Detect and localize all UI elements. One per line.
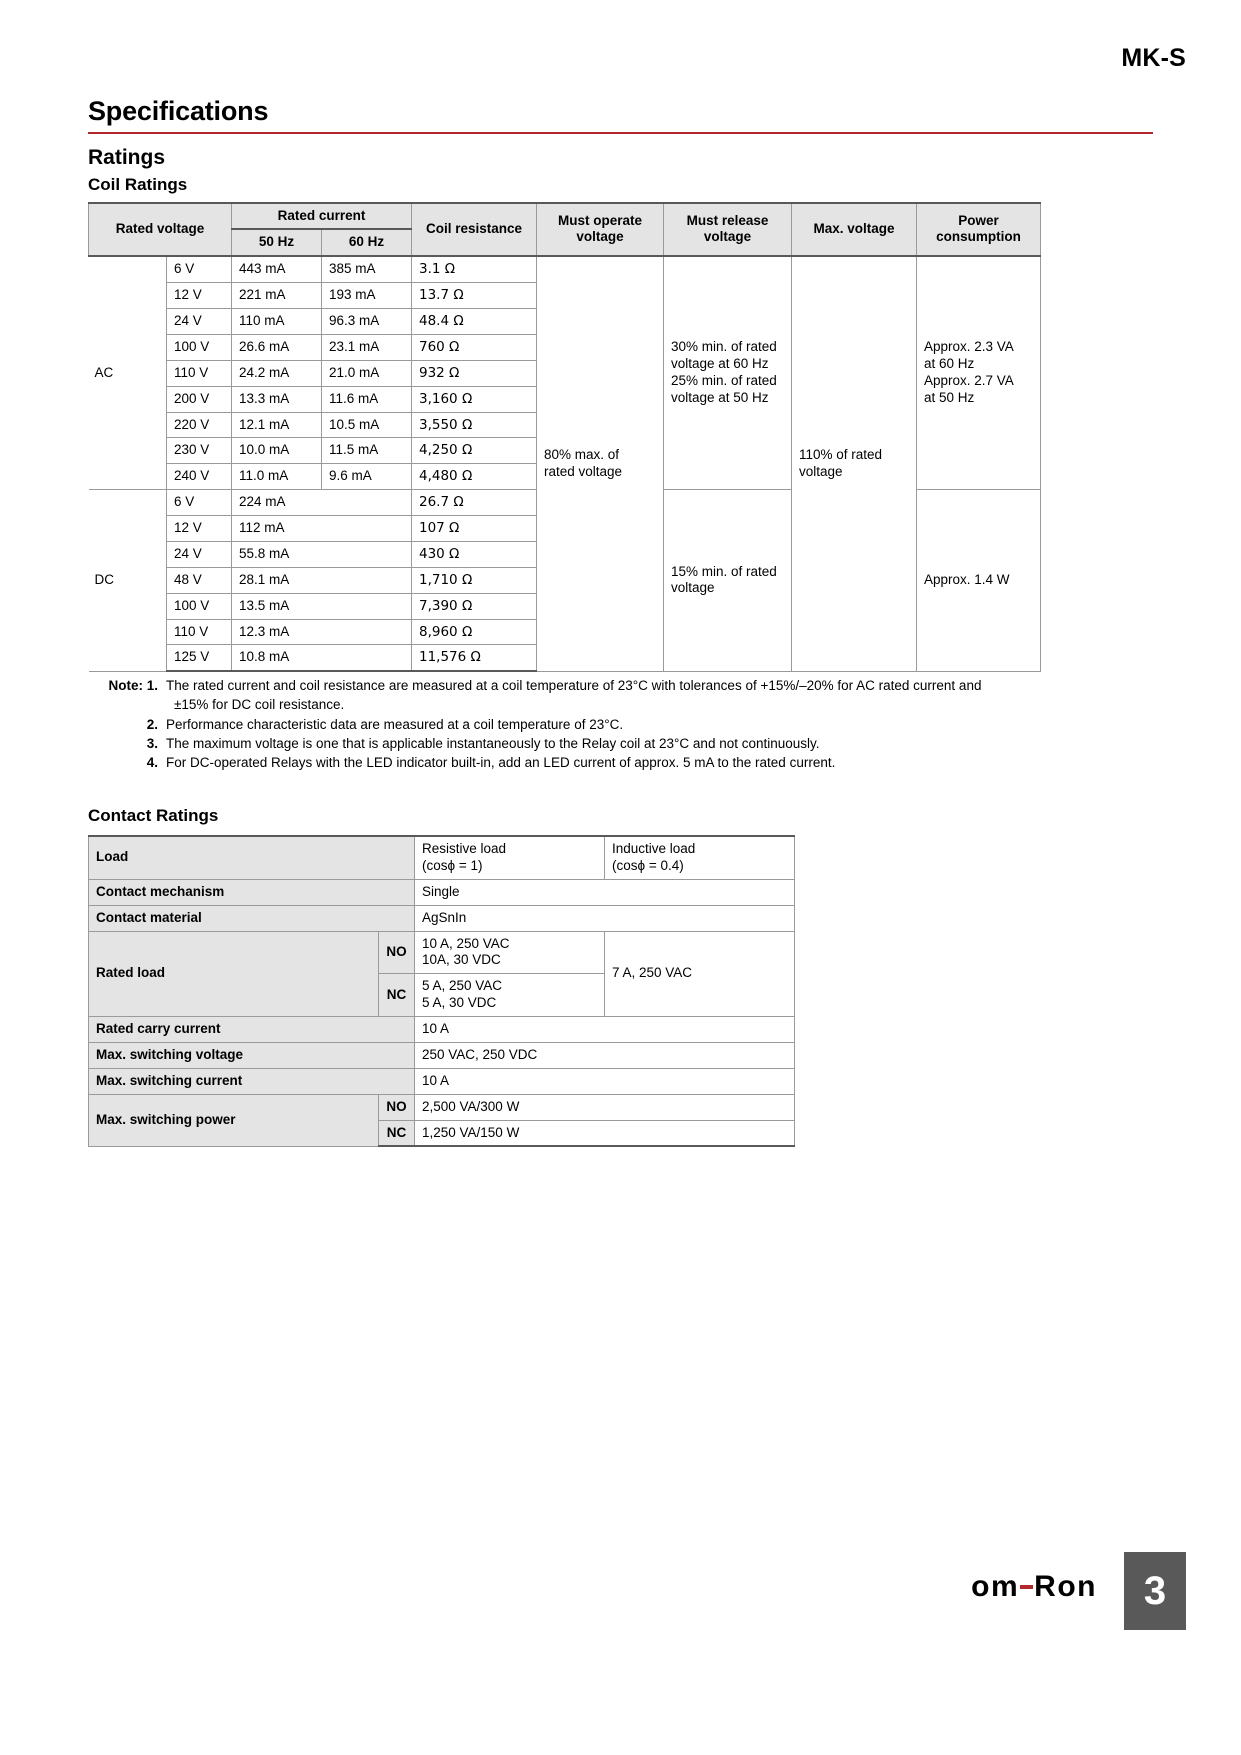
cell-voltage: 24 V xyxy=(167,309,232,335)
col-must-release-voltage: Must release voltage xyxy=(664,203,792,257)
row-label-max-switching-power: Max. switching power xyxy=(89,1094,379,1146)
omron-logo xyxy=(971,1570,1097,1604)
cell-current-50hz: 10.0 mA xyxy=(232,438,322,464)
col-60hz: 60 Hz xyxy=(322,229,412,256)
table-row xyxy=(89,1017,795,1043)
cell-must-release-voltage-dc: 15% min. of rated voltage xyxy=(664,490,792,672)
cell-voltage: 240 V xyxy=(167,464,232,490)
cell-current-60hz: 23.1 mA xyxy=(322,334,412,360)
cell-contact-mechanism: Single xyxy=(415,879,795,905)
note-lead: 4. xyxy=(146,754,158,770)
cell-resistance: 8,960 Ω xyxy=(412,619,537,645)
cell-voltage: 110 V xyxy=(167,360,232,386)
cell-power-consumption-ac: Approx. 2.3 VA at 60 Hz Approx. 2.7 VA at 50 Hz xyxy=(917,256,1041,489)
note-lead: 2. xyxy=(146,716,158,732)
col-50hz: 50 Hz xyxy=(232,229,322,256)
coil-table-head xyxy=(89,203,1041,257)
ratings-heading: Ratings xyxy=(88,145,166,169)
cell-current-60hz: 10.5 mA xyxy=(322,412,412,438)
cell-rated-load-nc: 5 A, 250 VAC 5 A, 30 VDC xyxy=(415,974,605,1017)
table-row xyxy=(89,256,1041,282)
cell-resistance: 26.7 Ω xyxy=(412,490,537,516)
cell-rated-load-no: 10 A, 250 VAC 10A, 30 VDC xyxy=(415,931,605,974)
cell-current: 12.3 mA xyxy=(232,619,412,645)
cell-resistance: 760 Ω xyxy=(412,334,537,360)
cell-voltage: 6 V xyxy=(167,256,232,282)
cell-resistance: 107 Ω xyxy=(412,516,537,542)
rated-load-nc-label: NC xyxy=(379,974,415,1017)
row-label-max-switching-voltage: Max. switching voltage xyxy=(89,1042,415,1068)
note-text: The rated current and coil resistance are measured at a coil temperature of 23°C with tolerances of +15%/–20% for AC rated current and xyxy=(166,678,982,694)
cell-current-60hz: 385 mA xyxy=(322,256,412,282)
cell-max-switching-current: 10 A xyxy=(415,1068,795,1094)
cell-contact-material: AgSnIn xyxy=(415,905,795,931)
note-continuation: ±15% for DC coil resistance. xyxy=(174,697,345,713)
page-title: Specifications xyxy=(88,96,269,126)
cell-resistance: 11,576 Ω xyxy=(412,645,537,671)
rated-load-no-label: NO xyxy=(379,931,415,974)
cell-voltage: 220 V xyxy=(167,412,232,438)
cell-current-50hz: 443 mA xyxy=(232,256,322,282)
note-item xyxy=(88,676,1153,695)
cell-resistance: 932 Ω xyxy=(412,360,537,386)
note-text: The maximum voltage is one that is applicable instantaneously to the Relay coil at 23°C and not continuously. xyxy=(166,735,820,751)
row-label-max-switching-current: Max. switching current xyxy=(89,1068,415,1094)
cell-voltage: 125 V xyxy=(167,645,232,671)
row-label-load: Load xyxy=(89,836,415,879)
table-row xyxy=(89,879,795,905)
note-lead: 3. xyxy=(146,735,158,751)
cell-current-50hz: 13.3 mA xyxy=(232,386,322,412)
omron-logo-text-2: Ron xyxy=(1034,1570,1097,1603)
cell-max-switching-power-nc: 1,250 VA/150 W xyxy=(415,1120,795,1146)
cell-resistance: 48.4 Ω xyxy=(412,309,537,335)
cell-current: 13.5 mA xyxy=(232,593,412,619)
table-row xyxy=(89,931,795,974)
cell-current-60hz: 11.6 mA xyxy=(322,386,412,412)
cell-current-60hz: 21.0 mA xyxy=(322,360,412,386)
table-row xyxy=(89,905,795,931)
cell-max-voltage: 110% of rated voltage xyxy=(792,256,917,671)
cell-must-operate-voltage: 80% max. of rated voltage xyxy=(537,256,664,671)
note-text: Performance characteristic data are measured at a coil temperature of 23°C. xyxy=(166,716,624,732)
cell-current: 112 mA xyxy=(232,516,412,542)
contact-ratings-heading: Contact Ratings xyxy=(88,806,219,826)
cell-current: 28.1 mA xyxy=(232,567,412,593)
cell-rated-load-inductive: 7 A, 250 VAC xyxy=(605,931,795,1017)
cell-power-consumption-dc: Approx. 1.4 W xyxy=(917,490,1041,672)
table-row xyxy=(89,1068,795,1094)
cell-current-50hz: 221 mA xyxy=(232,283,322,309)
cell-resistance: 3,160 Ω xyxy=(412,386,537,412)
omron-logo-text-1: om xyxy=(971,1570,1020,1603)
cell-current-60hz: 193 mA xyxy=(322,283,412,309)
cell-current: 224 mA xyxy=(232,490,412,516)
cell-current-50hz: 110 mA xyxy=(232,309,322,335)
col-rated-current: Rated current xyxy=(232,203,412,230)
cell-voltage: 110 V xyxy=(167,619,232,645)
cell-voltage: 12 V xyxy=(167,516,232,542)
cell-rated-carry-current: 10 A xyxy=(415,1017,795,1043)
max-switching-power-no-label: NO xyxy=(379,1094,415,1120)
cell-current-60hz: 11.5 mA xyxy=(322,438,412,464)
col-power-consumption: Power consumption xyxy=(917,203,1041,257)
cell-current: 55.8 mA xyxy=(232,541,412,567)
table-row xyxy=(89,1094,795,1120)
col-must-operate-voltage: Must operate voltage xyxy=(537,203,664,257)
row-label-rated-carry-current: Rated carry current xyxy=(89,1017,415,1043)
cell-resistance: 7,390 Ω xyxy=(412,593,537,619)
note-text: For DC-operated Relays with the LED indicator built-in, add an LED current of approx. 5 mA to the rated current. xyxy=(166,754,836,770)
ac-group-label: AC xyxy=(89,256,167,489)
col-max-voltage: Max. voltage xyxy=(792,203,917,257)
col-coil-resistance: Coil resistance xyxy=(412,203,537,257)
cell-resistance: 13.7 Ω xyxy=(412,283,537,309)
cell-voltage: 100 V xyxy=(167,593,232,619)
contact-ratings-table xyxy=(88,835,795,1147)
coil-ratings-heading: Coil Ratings xyxy=(88,174,188,194)
note-item xyxy=(88,715,1153,734)
cell-max-switching-voltage: 250 VAC, 250 VDC xyxy=(415,1042,795,1068)
cell-max-switching-power-no: 2,500 VA/300 W xyxy=(415,1094,795,1120)
note-lead: Note: 1. xyxy=(108,678,158,694)
cell-voltage: 230 V xyxy=(167,438,232,464)
cell-current-50hz: 12.1 mA xyxy=(232,412,322,438)
cell-current: 10.8 mA xyxy=(232,645,412,671)
cell-resistance: 430 Ω xyxy=(412,541,537,567)
table-row xyxy=(89,836,795,879)
contact-table-body xyxy=(89,836,795,1146)
max-switching-power-nc-label: NC xyxy=(379,1120,415,1146)
coil-ratings-table xyxy=(88,202,1041,673)
note-item xyxy=(88,734,1153,753)
cell-voltage: 200 V xyxy=(167,386,232,412)
omron-logo-dash xyxy=(1020,1585,1033,1589)
col-rated-voltage: Rated voltage xyxy=(89,203,232,257)
cell-must-release-voltage-ac: 30% min. of rated voltage at 60 Hz 25% min. of rated voltage at 50 Hz xyxy=(664,256,792,489)
title-divider xyxy=(88,132,1153,134)
cell-current-60hz: 96.3 mA xyxy=(322,309,412,335)
dc-group-label: DC xyxy=(89,490,167,672)
cell-current-60hz: 9.6 mA xyxy=(322,464,412,490)
coil-table-body xyxy=(89,256,1041,671)
product-name-header: MK-S xyxy=(1121,44,1186,72)
notes-block xyxy=(88,676,1153,772)
cell-voltage: 100 V xyxy=(167,334,232,360)
cell-resistance: 3.1 Ω xyxy=(412,256,537,282)
cell-resistive-load: Resistive load (cosϕ = 1) xyxy=(415,836,605,879)
cell-current-50hz: 24.2 mA xyxy=(232,360,322,386)
cell-voltage: 24 V xyxy=(167,541,232,567)
cell-current-50hz: 26.6 mA xyxy=(232,334,322,360)
cell-resistance: 4,480 Ω xyxy=(412,464,537,490)
page-number: 3 xyxy=(1124,1552,1186,1630)
cell-current-50hz: 11.0 mA xyxy=(232,464,322,490)
table-row xyxy=(89,1042,795,1068)
cell-resistance: 4,250 Ω xyxy=(412,438,537,464)
row-label-contact-material: Contact material xyxy=(89,905,415,931)
cell-inductive-load: Inductive load (cosϕ = 0.4) xyxy=(605,836,795,879)
row-label-contact-mechanism: Contact mechanism xyxy=(89,879,415,905)
cell-voltage: 6 V xyxy=(167,490,232,516)
cell-resistance: 3,550 Ω xyxy=(412,412,537,438)
page-content xyxy=(88,96,1153,1147)
note-item xyxy=(88,753,1153,772)
cell-voltage: 12 V xyxy=(167,283,232,309)
cell-voltage: 48 V xyxy=(167,567,232,593)
cell-resistance: 1,710 Ω xyxy=(412,567,537,593)
row-label-rated-load: Rated load xyxy=(89,931,379,1017)
